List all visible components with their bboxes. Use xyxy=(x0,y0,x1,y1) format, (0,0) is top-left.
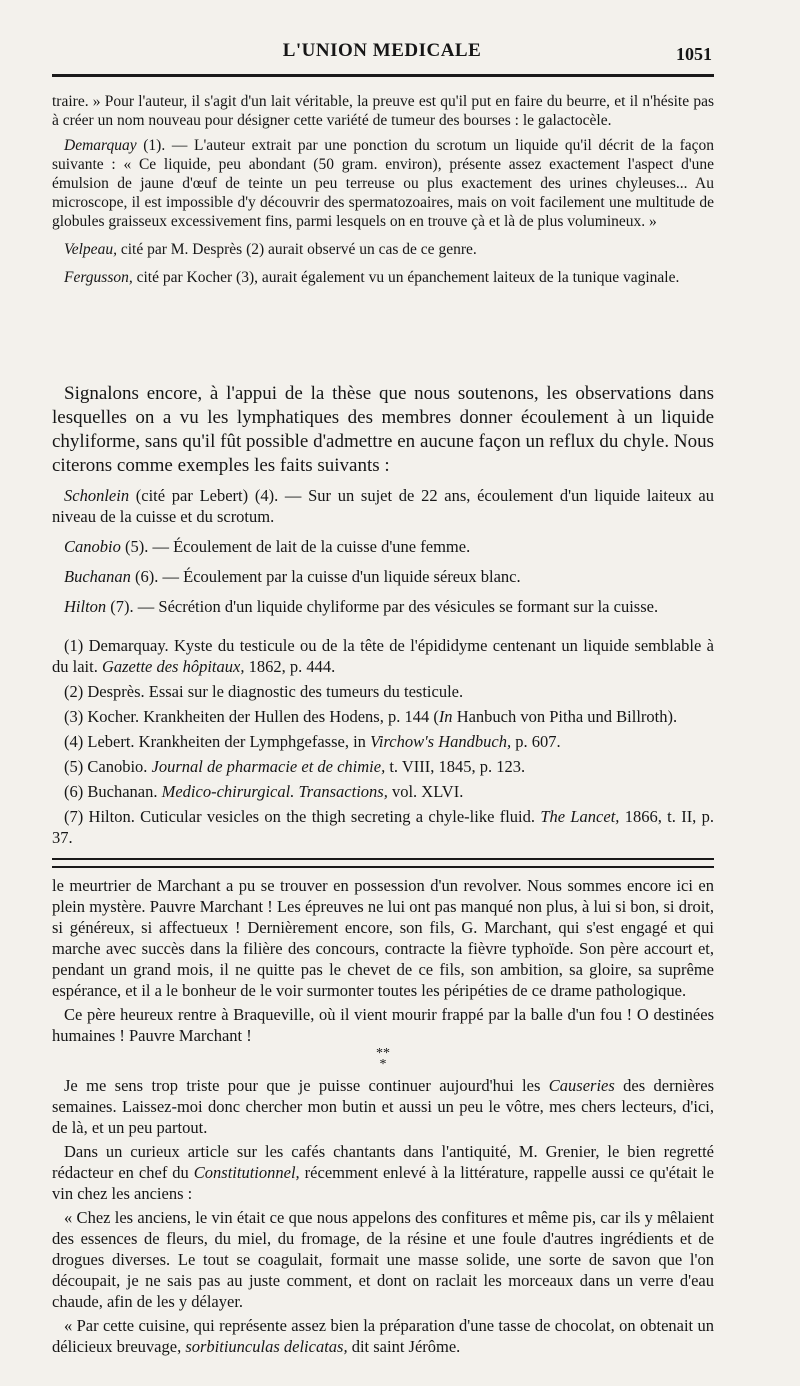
paragraph-cuisine-text: « Par cette cuisine, qui représente assez bien la préparation d'une tasse de chocolat, on obtenait un délicieux breuvage, xyxy=(52,1316,714,1356)
author-demarquay: Demarquay xyxy=(64,137,137,154)
paragraph-fergusson xyxy=(52,268,714,287)
paragraph-velpeau xyxy=(52,240,714,259)
author-buchanan: Buchanan xyxy=(64,567,131,586)
paragraph-demarquay-text: (1). — L'auteur extrait par une ponction du scrotum un liquide qu'il décrit de la façon suivante : « Ce liquide, peu abondant (50 gram. environ), présente assez exactement l'aspect d'une émulsion de jaune d'œuf de teinte un peu terreuse ou plus exactement des urines chyleuses... Au microscope, il est impossible d'y découvrir des spermatozoaires, mais on voit facilement une multitude de globules graisseux excessivement fins, parmi lesquels on en trouve çà et là de plus volumineux. » xyxy=(52,137,714,230)
paragraph-grenier-rest: récemment enlevé à la littérature, rappelle aussi ce qu'était le vin chez les anciens : xyxy=(52,1163,714,1203)
footnote-3-ref: Hanbuch von Pitha und Billroth). xyxy=(452,707,678,726)
paragraph-signalons: Signalons encore, à l'appui de la thèse que nous soutenons, les observations dans lesquelles on a vu les lymphatiques des membres donner écoulement à un liquide chyliforme, sans qu'il fût possible d'admettre en aucune façon un reflux du chyle. Nous citerons comme exemples les faits suivants : xyxy=(52,383,714,476)
footnote-6-ref: vol. XLVI. xyxy=(387,782,464,801)
footnote-6-source: Medico-chirurgical. Transactions, xyxy=(161,782,388,801)
footnote-4-text: (4) Lebert. Krankheiten der Lymphgefasse, in xyxy=(64,732,371,751)
footnote-4 xyxy=(52,731,714,752)
header-rule xyxy=(52,74,714,77)
constitutionnel-title: Constitutionnel, xyxy=(193,1163,300,1182)
page-number: 1051 xyxy=(676,44,712,64)
paragraph-traire: traire. » Pour l'auteur, il s'agit d'un lait véritable, la preuve est qu'il put en faire du beurre, et il n'hésite pas à créer un nom nouveau pour désigner cette variété de tumeur des bourses : le galactocèle. xyxy=(52,93,714,129)
cases-block xyxy=(52,485,714,617)
case-buchanan-text: (6). — Écoulement par la cuisse d'un liquide séreux blanc. xyxy=(130,567,521,586)
footnote-4-source: Virchow's Handbuch, xyxy=(370,732,512,751)
footnote-7-source: The Lancet, xyxy=(540,807,620,826)
case-schonlein xyxy=(52,485,714,527)
author-schonlein: Schonlein xyxy=(64,486,130,505)
footnote-2: (2) Desprès. Essai sur le diagnostic des tumeurs du testicule. xyxy=(64,682,464,701)
author-hilton: Hilton xyxy=(64,597,107,616)
author-velpeau: Velpeau, xyxy=(64,241,117,258)
case-canobio xyxy=(52,536,714,557)
paragraph-cuisine-rest: dit saint Jérôme. xyxy=(347,1337,461,1356)
footnote-1 xyxy=(52,635,714,677)
footnote-7 xyxy=(52,806,714,848)
footnote-1-ref: 1862, p. 444. xyxy=(244,657,336,676)
section-asterism: ** * xyxy=(376,1046,390,1072)
causeries-title: Causeries xyxy=(548,1076,615,1095)
paragraph-causeries-rest: des dernières semaines. Laissez-moi donc chercher mon butin et aussi un peu le vôtre, mes chers lecteurs, d'ici, de là, et un peu partout. xyxy=(52,1076,714,1137)
case-hilton xyxy=(52,596,714,617)
feuilleton-separator xyxy=(52,858,714,868)
footnote-5-text: (5) Canobio. xyxy=(64,757,152,776)
feuilleton-block xyxy=(52,875,714,1357)
footnote-5-source: Journal de pharmacie et de chimie, xyxy=(151,757,386,776)
footnote-4-ref: p. 607. xyxy=(511,732,561,751)
paragraph-fergusson-text: cité par Kocher (3), aurait également vu un épanchement laiteux de la tunique vaginale. xyxy=(132,269,680,286)
article-block-1 xyxy=(52,92,714,287)
paragraph-marchant: le meurtrier de Marchant a pu se trouver en possession d'un revolver. Nous sommes encore ici en plein mystère. Pauvre Marchant ! Les épreuves ne lui ont pas manqué non plus, à lui si bon, si droit, si généreux, si affectueux ! Dernièrement encore, son fils, G. Marchant, qui s'est engagé et qui marche avec succès dans la filière des concours, contracte la fièvre typhoïde. Son père accourt et, pendant un grand mois, il ne quitte pas le chevet de ce fils, son ambition, sa gloire, sa suprême espérance, et il a le bonheur de le voir surmonter toutes les péripéties de ce drame pathologique. xyxy=(52,876,714,1000)
paragraph-demarquay xyxy=(52,136,714,231)
footnotes xyxy=(52,635,714,848)
footnote-5-ref: t. VIII, 1845, p. 123. xyxy=(385,757,526,776)
footnote-7-ref: 1866, t. II, p. 37. xyxy=(52,807,714,847)
author-fergusson: Fergusson, xyxy=(64,269,133,286)
author-canobio: Canobio xyxy=(64,537,121,556)
paragraph-anciens: « Chez les anciens, le vin était ce que nous appelons des confitures et même pis, car ils y mêlaient des essences de fleurs, du miel, du fromage, de la résine et une foule d'autres ingrédients et de drogues diverses. Le tout se coagulait, formait une masse solide, une sorte de savon que l'on découpait, je ne sais pas au juste comment, et dont on raclait les morceaux dans un verre d'eau chaude, afin de les y délayer. xyxy=(52,1208,714,1311)
paragraph-grenier xyxy=(52,1141,714,1204)
footnote-6 xyxy=(52,781,714,802)
footnote-7-text: (7) Hilton. Cuticular vesicles on the thigh secreting a chyle-like fluid. xyxy=(64,807,541,826)
paragraph-causeries-text: Je me sens trop triste pour que je puisse continuer aujourd'hui les xyxy=(64,1076,549,1095)
footnote-6-text: (6) Buchanan. xyxy=(64,782,162,801)
case-buchanan xyxy=(52,566,714,587)
footnote-3-text: (3) Kocher. Krankheiten der Hullen des Hodens, p. 144 ( xyxy=(64,707,439,726)
footnote-3-in: In xyxy=(438,707,453,726)
paragraph-causeries xyxy=(52,1075,714,1138)
footnote-1-text: (1) Demarquay. Kyste du testicule ou de la tête de l'épididyme centenant un liquide semblable à du lait. xyxy=(52,636,714,676)
case-hilton-text: (7). — Sécrétion d'un liquide chyliforme par des vésicules se formant sur la cuisse. xyxy=(106,597,659,616)
case-schonlein-text: (cité par Lebert) (4). — Sur un sujet de 22 ans, écoulement d'un liquide laiteux au niveau de la cuisse et du scrotum. xyxy=(52,486,714,526)
case-canobio-text: (5). — Écoulement de lait de la cuisse d'une femme. xyxy=(120,537,471,556)
journal-title: L'UNION MEDICALE xyxy=(282,40,482,61)
paragraph-pere: Ce père heureux rentre à Braqueville, où il vient mourir frappé par la balle d'un fou ! O destinées humaines ! Pauvre Marchant ! xyxy=(52,1005,714,1045)
page-header xyxy=(52,40,712,70)
footnote-1-source: Gazette des hôpitaux, xyxy=(101,657,245,676)
footnote-3 xyxy=(52,706,714,727)
thesis-paragraph-block xyxy=(52,382,714,478)
paragraph-cuisine xyxy=(52,1315,714,1357)
paragraph-grenier-text: Dans un curieux article sur les cafés chantants dans l'antiquité, M. Grenier, le bien regretté rédacteur en chef du xyxy=(52,1142,714,1182)
paragraph-velpeau-text: cité par M. Desprès (2) aurait observé un cas de ce genre. xyxy=(116,241,477,258)
footnote-5 xyxy=(52,756,714,777)
latin-quote: sorbitiunculas delicatas, xyxy=(185,1337,348,1356)
